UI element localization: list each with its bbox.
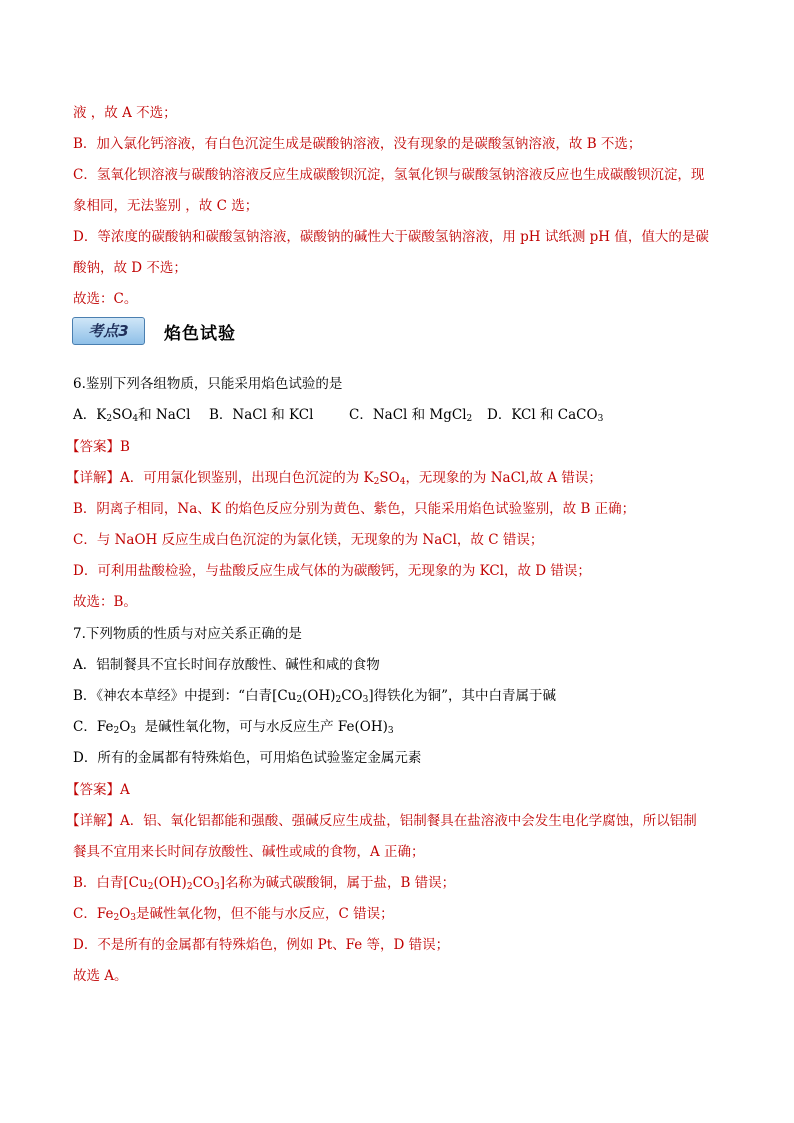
q7-detail-line-2: B．白青$[Cu_2(OH)_2CO_3]$名称为碱式碳酸铜，属于盐，B 错误；: [73, 875, 456, 892]
section-title: 焰色试验: [164, 324, 236, 344]
q6-detail-line-4: D．可利用盐酸检验，与盐酸反应生成气体的为碳酸钙，无现象的为 KCl，故 D 错误；: [73, 563, 591, 579]
q6-detail-line-2: B．阴离子相同，Na、K 的焰色反应分别为黄色、紫色，只能采用焰色试验鉴别，故 B 正确；: [73, 501, 636, 517]
q6-option-b: B．NaCl 和 KCl: [209, 407, 314, 423]
prev-answer-line-5: D．等浓度的碳酸钠和碳酸氢钠溶液，碳酸钠的碱性大于碳酸氢钠溶液，用 pH 试纸测 pH 值，值大的是碳: [73, 229, 709, 245]
prev-answer-line-2: B．加入氯化钙溶液，有白色沉淀生成是碳酸钠溶液，没有现象的是碳酸氢钠溶液，故 B 不选；: [73, 136, 642, 152]
q7-option-c: C．$Fe_2O_3$ 是碱性氧化物，可与水反应生产 $Fe(OH)_3$: [73, 719, 394, 736]
q7-stem: 7.下列物质的性质与对应关系正确的是: [73, 626, 302, 642]
q7-detail-line-3: C．$Fe_2O_3$是碱性氧化物，但不能与水反应，C 错误；: [73, 906, 394, 923]
q7-detail-line-1: 【详解】A．铝、氧化铝都能和强酸、强碱反应生成盐，铝制餐具在盐溶液中会发生电化学腐蚀，所以铝制: [66, 813, 697, 829]
prev-answer-line-3: C．氢氧化钡溶液与碳酸钠溶液反应生成碳酸钡沉淀，氢氧化钡与碳酸氢钠溶液反应也生成碳酸钡沉淀，现: [73, 167, 705, 183]
q6-option-c: C．NaCl 和 MgCl$_2$: [349, 407, 473, 424]
q6-option-d: D．KCl 和 CaCO$_3$: [487, 407, 604, 424]
prev-answer-line-1: 液 ，故 A 不选；: [73, 105, 177, 121]
prev-answer-line-4: 象相同，无法鉴别 ，故 C 选；: [73, 198, 259, 214]
q7-detail-line-1b: 餐具不宜用来长时间存放酸性、碱性或咸的食物，A 正确；: [73, 844, 425, 860]
q6-conclusion: 故选：B。: [73, 594, 137, 610]
q7-detail-line-4: D．不是所有的金属都有特殊焰色，例如 Pt、Fe 等，D 错误；: [73, 937, 450, 953]
q7-option-d: D．所有的金属都有特殊焰色，可用焰色试验鉴定金属元素: [73, 750, 422, 766]
prev-answer-line-6: 酸钠，故 D 不选；: [73, 260, 187, 276]
q7-conclusion: 故选 A。: [73, 968, 128, 984]
q6-option-a: A．$K_2SO_4$和 NaCl: [73, 407, 191, 424]
q6-detail-line-3: C．与 NaOH 反应生成白色沉淀的为氯化镁，无现象的为 NaCl，故 C 错误；: [73, 532, 544, 548]
q7-answer: 【答案】A: [66, 782, 130, 798]
q6-answer: 【答案】B: [66, 439, 130, 455]
q6-stem: 6.鉴别下列各组物质，只能采用焰色试验的是: [73, 376, 343, 392]
q7-option-a: A．铝制餐具不宜长时间存放酸性、碱性和咸的食物: [73, 657, 380, 673]
prev-answer-conclusion: 故选：C。: [73, 291, 138, 307]
q6-detail-line-1: 【详解】A．可用氯化钡鉴别，出现白色沉淀的为 $K_2SO_4$，无现象的为 NaCl,故 A 错误；: [66, 470, 602, 487]
q7-option-b: B．《神农本草经》中提到：“白青$[Cu_2(OH)_2CO_3]$得铁化为铜”，其中白青属于碱: [73, 688, 557, 705]
section-badge: 考点3: [72, 317, 145, 345]
section-header: [72, 317, 372, 349]
q6-options: [73, 405, 733, 425]
